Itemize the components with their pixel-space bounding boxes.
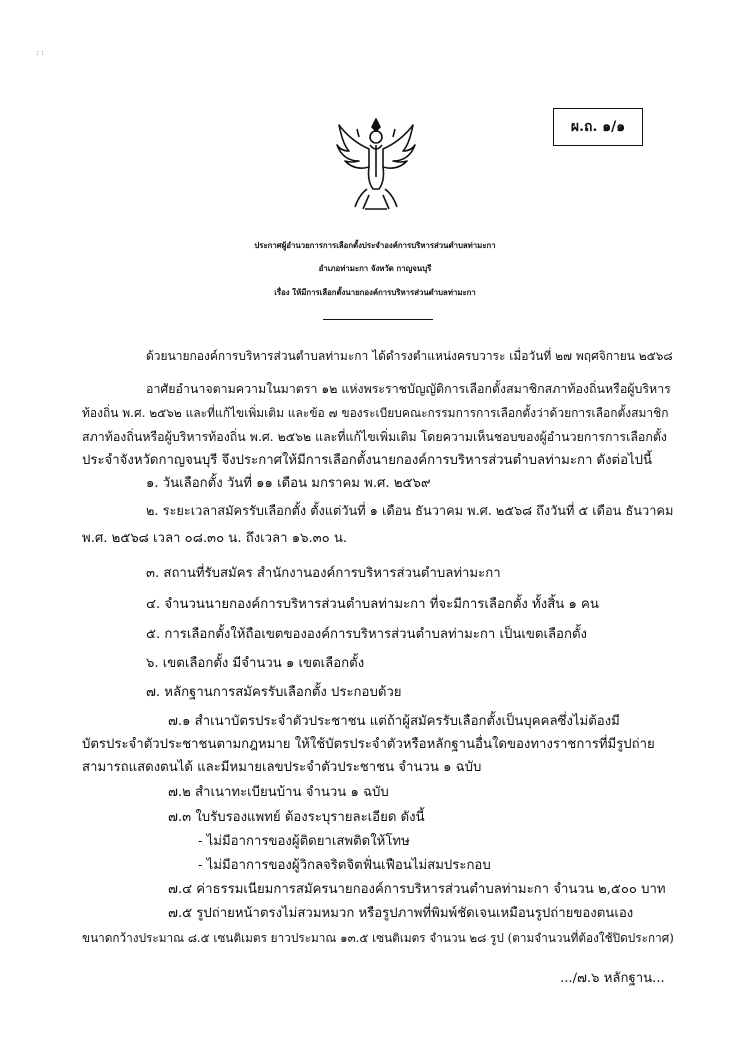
scan-speck: : : — [36, 48, 44, 57]
item-4-number-of-seats: ๔. จำนวนนายกองค์การบริหารส่วนตำบลท่ามะกา ที่จะมีการเลือกตั้ง ทั้งสิ้น ๑ คน — [146, 597, 599, 612]
item-7-5-line2: ขนาดกว้างประมาณ ๘.๕ เซนติเมตร ยาวประมาณ ๑๓.๕ เซนติเมตร จำนวน ๒๘ รูป (ตามจำนวนที่ต้องใช้ปิดประกาศ) — [82, 931, 674, 945]
announcement-subject: เรื่อง ให้มีการเลือกตั้งนายกองค์การบริหารส่วนตำบลท่ามะกา — [274, 288, 476, 297]
item-7-3-condition-b: - ไม่มีอาการของผู้วิกลจริตจิตฟั่นเฟือนไม่สมประกอบ — [198, 858, 491, 873]
item-7-1-line3: สามารถแสดงตนได้ และมีหมายเลขประจำตัวประชาชน จำนวน ๑ ฉบับ — [82, 760, 482, 775]
intro-paragraph: ด้วยนายกองค์การบริหารส่วนตำบลท่ามะกา ได้ดำรงตำแหน่งครบวาระ เมื่อวันที่ ๒๗ พฤศจิกายน ๒๕๖๘ — [146, 349, 673, 363]
item-7-5-line1: ๗.๕ รูปถ่ายหน้าตรงไม่สวมหมวก หรือรูปภาพที่พิมพ์ชัดเจนเหมือนรูปถ่ายของตนเอง — [168, 906, 634, 921]
item-6-constituency-count: ๖. เขตเลือกตั้ง มีจำนวน ๑ เขตเลือกตั้ง — [146, 656, 365, 671]
item-3-application-place: ๓. สถานที่รับสมัคร สำนักงานองค์การบริหารส่วนตำบลท่ามะกา — [146, 566, 501, 581]
item-7-3-condition-a: - ไม่มีอาการของผู้ติดยาเสพติดให้โทษ — [198, 834, 410, 849]
item-1-election-date: ๑. วันเลือกตั้ง วันที่ ๑๑ เดือน มกราคม พ.ศ. ๒๕๖๙ — [146, 476, 431, 491]
item-5-constituency: ๕. การเลือกตั้งให้ถือเขตขององค์การบริหารส่วนตำบลท่ามะกา เป็นเขตเลือกตั้ง — [146, 627, 587, 642]
continuation-marker: .../๗.๖ หลักฐาน... — [560, 971, 665, 986]
item-7-1-line1: ๗.๑ สำเนาบัตรประจำตัวประชาชน แต่ถ้าผู้สมัครรับเลือกตั้งเป็นบุคคลซึ่งไม่ต้องมี — [168, 714, 620, 729]
garuda-emblem-icon — [335, 115, 417, 215]
title-divider — [323, 319, 433, 320]
item-7-required-documents: ๗. หลักฐานการสมัครรับเลือกตั้ง ประกอบด้วย — [146, 685, 402, 700]
authority-line3: สภาท้องถิ่นหรือผู้บริหารท้องถิ่น พ.ศ. ๒๕๖๒ และที่แก้ไขเพิ่มเติม โดยความเห็นชอบของผู้อำนวยการการเลือกตั้ง — [82, 429, 667, 444]
announcement-title-line2: อำเภอท่ามะกา จังหวัด กาญจนบุรี — [318, 264, 432, 273]
authority-line1: อาศัยอำนาจตามความในมาตรา ๑๒ แห่งพระราชบัญญัติการเลือกตั้งสมาชิกสภาท้องถิ่นหรือผู้บริหาร — [146, 381, 671, 396]
form-code-box: ผ.ถ. ๑/๑ — [553, 108, 643, 146]
authority-line2: ท้องถิ่น พ.ศ. ๒๕๖๒ และที่แก้ไขเพิ่มเติม และข้อ ๗ ของระเบียบคณะกรรมการการเลือกตั้งว่าด้วยการเลือกตั้งสมาชิก — [82, 406, 669, 420]
item-2-application-hours: พ.ศ. ๒๕๖๘ เวลา ๐๘.๓๐ น. ถึงเวลา ๑๖.๓๐ น. — [82, 531, 348, 546]
item-7-3-medical-certificate: ๗.๓ ใบรับรองแพทย์ ต้องระบุรายละเอียด ดังนี้ — [168, 810, 425, 825]
item-7-4-application-fee: ๗.๔ ค่าธรรมเนียมการสมัครนายกองค์การบริหารส่วนตำบลท่ามะกา จำนวน ๒,๕๐๐ บาท — [168, 882, 666, 897]
item-7-2-house-registration: ๗.๒ สำเนาทะเบียนบ้าน จำนวน ๑ ฉบับ — [168, 785, 389, 800]
authority-line4: ประจำจังหวัดกาญจนบุรี จึงประกาศให้มีการเลือกตั้งนายกองค์การบริหารส่วนตำบลท่ามะกา ดังต่อไปนี้ — [82, 453, 653, 468]
announcement-title-line1: ประกาศผู้อำนวยการการเลือกตั้งประจำองค์การบริหารส่วนตำบลท่ามะกา — [254, 241, 496, 250]
item-2-application-period: ๒. ระยะเวลาสมัครรับเลือกตั้ง ตั้งแต่วันที่ ๑ เดือน ธันวาคม พ.ศ. ๒๕๖๘ ถึงวันที่ ๕ เดือน ธันวาคม — [146, 504, 674, 519]
item-7-1-line2: บัตรประจำตัวประชาชนตามกฎหมาย ให้ใช้บัตรประจำตัวหรือหลักฐานอื่นใดของทางราชการที่มีรูปถ่าย — [82, 737, 655, 752]
